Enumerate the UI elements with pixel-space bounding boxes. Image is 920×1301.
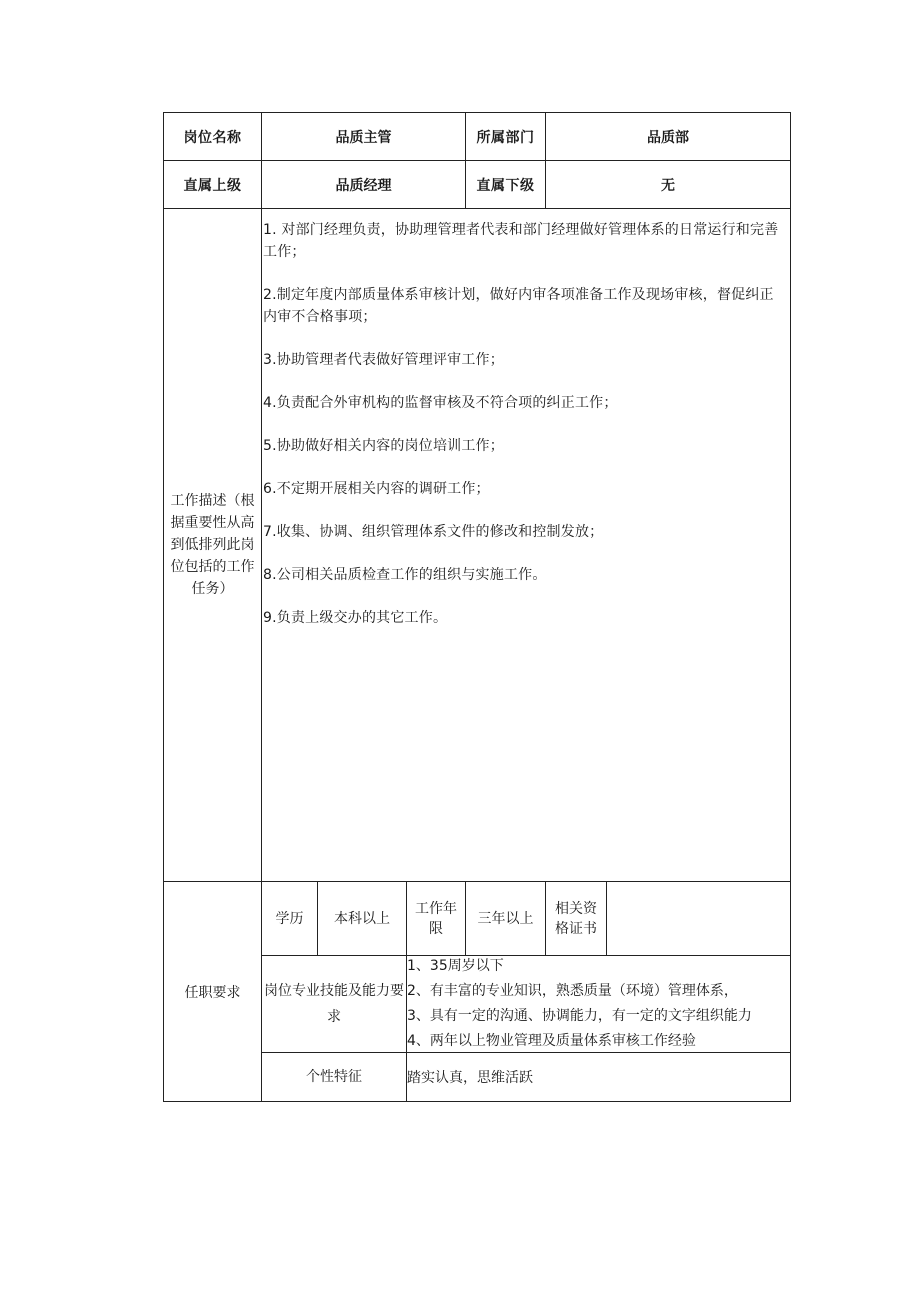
duty-item: 8.公司相关品质检查工作的组织与实施工作。 (263, 567, 547, 583)
experience-label: 工作年限 (407, 882, 466, 956)
duty-item: 1. 对部门经理负责，协助理管理者代表和部门经理做好管理体系的日常运行和完善工作； (263, 222, 779, 260)
subordinate-label: 直属下级 (466, 161, 546, 209)
requirements-label: 任职要求 (164, 882, 262, 1102)
duty-item: 9.负责上级交办的其它工作。 (263, 610, 448, 626)
duties-list (262, 209, 791, 882)
skills-label: 岗位专业技能及能力要求 (262, 956, 407, 1053)
duty-item: 4.负责配合外审机构的监督审核及不符合项的纠正工作； (263, 395, 618, 411)
education-value: 本科以上 (318, 882, 407, 956)
skill-item: 3、具有一定的沟通、协调能力，有一定的文字组织能力 (407, 1008, 752, 1024)
skills-list (407, 956, 791, 1053)
education-label: 学历 (262, 882, 318, 956)
department-value: 品质部 (546, 113, 791, 161)
job-description-table (163, 112, 791, 1102)
duty-item: 2.制定年度内部质量体系审核计划，做好内审各项准备工作及现场审核，督促纠正内审不合格事项； (263, 287, 774, 325)
traits-value: 踏实认真，思维活跃 (407, 1053, 791, 1102)
certificate-label: 相关资格证书 (546, 882, 607, 956)
superior-value: 品质经理 (262, 161, 466, 209)
skill-item: 2、有丰富的专业知识，熟悉质量（环境）管理体系， (407, 983, 738, 999)
department-label: 所属部门 (466, 113, 546, 161)
duties-row (164, 209, 791, 882)
header-row-1 (164, 113, 791, 161)
certificate-value (607, 882, 791, 956)
experience-value: 三年以上 (466, 882, 546, 956)
qualification-row (164, 882, 791, 956)
duties-label: 工作描述（根据重要性从高到低排列此岗位包括的工作任务） (164, 209, 262, 882)
subordinate-value: 无 (546, 161, 791, 209)
duty-item: 7.收集、协调、组织管理体系文件的修改和控制发放； (263, 524, 604, 540)
skill-item: 1、35周岁以下 (407, 958, 504, 974)
duty-item: 6.不定期开展相关内容的调研工作； (263, 481, 490, 497)
duty-item: 5.协助做好相关内容的岗位培训工作； (263, 438, 504, 454)
superior-label: 直属上级 (164, 161, 262, 209)
skill-item: 4、两年以上物业管理及质量体系审核工作经验 (407, 1033, 696, 1049)
duty-item: 3.协助管理者代表做好管理评审工作； (263, 352, 504, 368)
position-label: 岗位名称 (164, 113, 262, 161)
traits-label: 个性特征 (262, 1053, 407, 1102)
header-row-2 (164, 161, 791, 209)
position-value: 品质主管 (262, 113, 466, 161)
